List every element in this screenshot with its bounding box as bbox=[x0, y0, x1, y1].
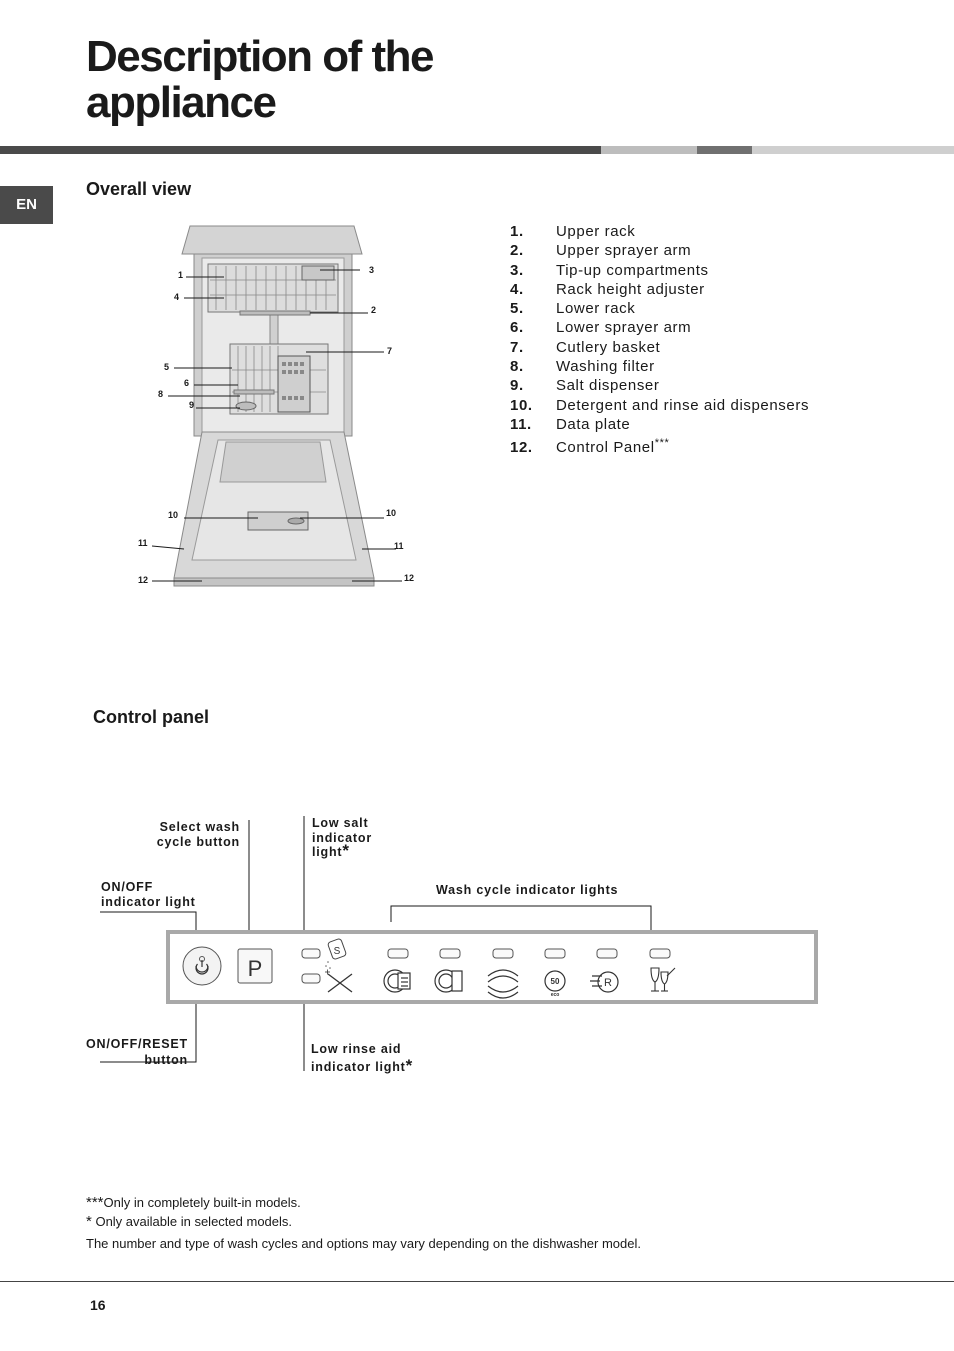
list-item: 8. Washing filter bbox=[510, 358, 655, 376]
program-key-label: P bbox=[247, 956, 263, 981]
list-item: 3. Tip-up compartments bbox=[510, 261, 709, 279]
bottom-rule bbox=[0, 1281, 954, 1282]
wash-cycle-indicator-3 bbox=[493, 949, 513, 958]
list-item: 2. Upper sprayer arm bbox=[510, 242, 692, 260]
header-bar-light-1 bbox=[601, 146, 697, 154]
list-item: 9. Salt dispenser bbox=[510, 377, 660, 395]
callout-4: 4 bbox=[174, 292, 180, 302]
low-salt-indicator-light bbox=[302, 949, 320, 958]
select-wash-cycle-label: Select wash cycle button bbox=[156, 820, 240, 849]
page-title bbox=[86, 34, 433, 126]
callout-11-left: 11 bbox=[138, 538, 148, 548]
header-bar-dark bbox=[0, 146, 601, 154]
svg-text:50: 50 bbox=[550, 977, 560, 986]
wash-cycle-indicator-5 bbox=[597, 949, 617, 958]
svg-text:S: S bbox=[333, 946, 341, 957]
page-number: 16 bbox=[90, 1297, 106, 1313]
footnote-1: ***Only in completely built-in models. bbox=[86, 1194, 301, 1211]
callout-7: 7 bbox=[387, 346, 393, 356]
parts-list bbox=[510, 222, 810, 457]
footnote-3: The number and type of wash cycles and options may vary depending on the dishwasher model. bbox=[86, 1236, 641, 1251]
onoff-reset-label: ON/OFF/RESET button bbox=[86, 1037, 188, 1067]
wash-cycle-indicator-label: Wash cycle indicator lights bbox=[436, 883, 619, 897]
wash-cycle-indicator-1 bbox=[388, 949, 408, 958]
callout-10-left: 10 bbox=[168, 510, 179, 520]
list-item: 12. Control Panel*** bbox=[510, 437, 670, 457]
list-item: 10. Detergent and rinse aid dispensers bbox=[510, 396, 810, 414]
callout-10-right: 10 bbox=[386, 508, 397, 518]
page-title-line-2: appliance bbox=[86, 78, 276, 127]
callout-1: 1 bbox=[178, 270, 184, 280]
header-bar-mid bbox=[697, 146, 752, 154]
low-rinse-aid-label: Low rinse aid indicator light* bbox=[311, 1042, 414, 1075]
wash-cycle-indicator-6 bbox=[650, 949, 670, 958]
onoff-indicator-label: ON/OFF indicator light bbox=[101, 880, 196, 909]
control-panel-heading: Control panel bbox=[93, 707, 209, 727]
program-icon[interactable] bbox=[238, 949, 272, 983]
callout-8: 8 bbox=[158, 389, 164, 399]
power-icon[interactable] bbox=[183, 947, 221, 985]
callout-12-left: 12 bbox=[138, 575, 149, 585]
list-item: 11. Data plate bbox=[510, 415, 631, 433]
page-title-line-1: Description of the bbox=[86, 32, 434, 81]
low-salt-label: Low salt indicator light* bbox=[312, 816, 372, 860]
callout-3: 3 bbox=[369, 265, 375, 275]
svg-text:eco: eco bbox=[550, 992, 560, 998]
callout-9: 9 bbox=[189, 400, 195, 410]
callout-6: 6 bbox=[184, 378, 190, 388]
svg-text:R: R bbox=[604, 977, 612, 989]
list-item: 5. Lower rack bbox=[510, 300, 636, 318]
control-panel-diagram bbox=[90, 816, 830, 1076]
callout-11-right: 11 bbox=[394, 541, 404, 551]
language-tab: EN bbox=[0, 186, 53, 224]
list-item: 1. Upper rack bbox=[510, 223, 636, 240]
dishwasher-illustration bbox=[130, 220, 430, 595]
list-item: 7. Cutlery basket bbox=[510, 338, 661, 356]
overall-view-heading: Overall view bbox=[86, 179, 192, 199]
low-rinse-aid-indicator-light bbox=[302, 974, 320, 983]
header-bar-light-2 bbox=[752, 146, 954, 154]
wash-cycle-indicator-4 bbox=[545, 949, 565, 958]
list-item: 4. Rack height adjuster bbox=[510, 280, 705, 298]
callout-2: 2 bbox=[371, 305, 377, 315]
list-item: 6. Lower sprayer arm bbox=[510, 319, 692, 337]
footnote-2: * Only available in selected models. bbox=[86, 1213, 293, 1230]
callout-5: 5 bbox=[164, 362, 170, 372]
wash-cycle-indicator-2 bbox=[440, 949, 460, 958]
callout-12-right: 12 bbox=[404, 573, 415, 583]
